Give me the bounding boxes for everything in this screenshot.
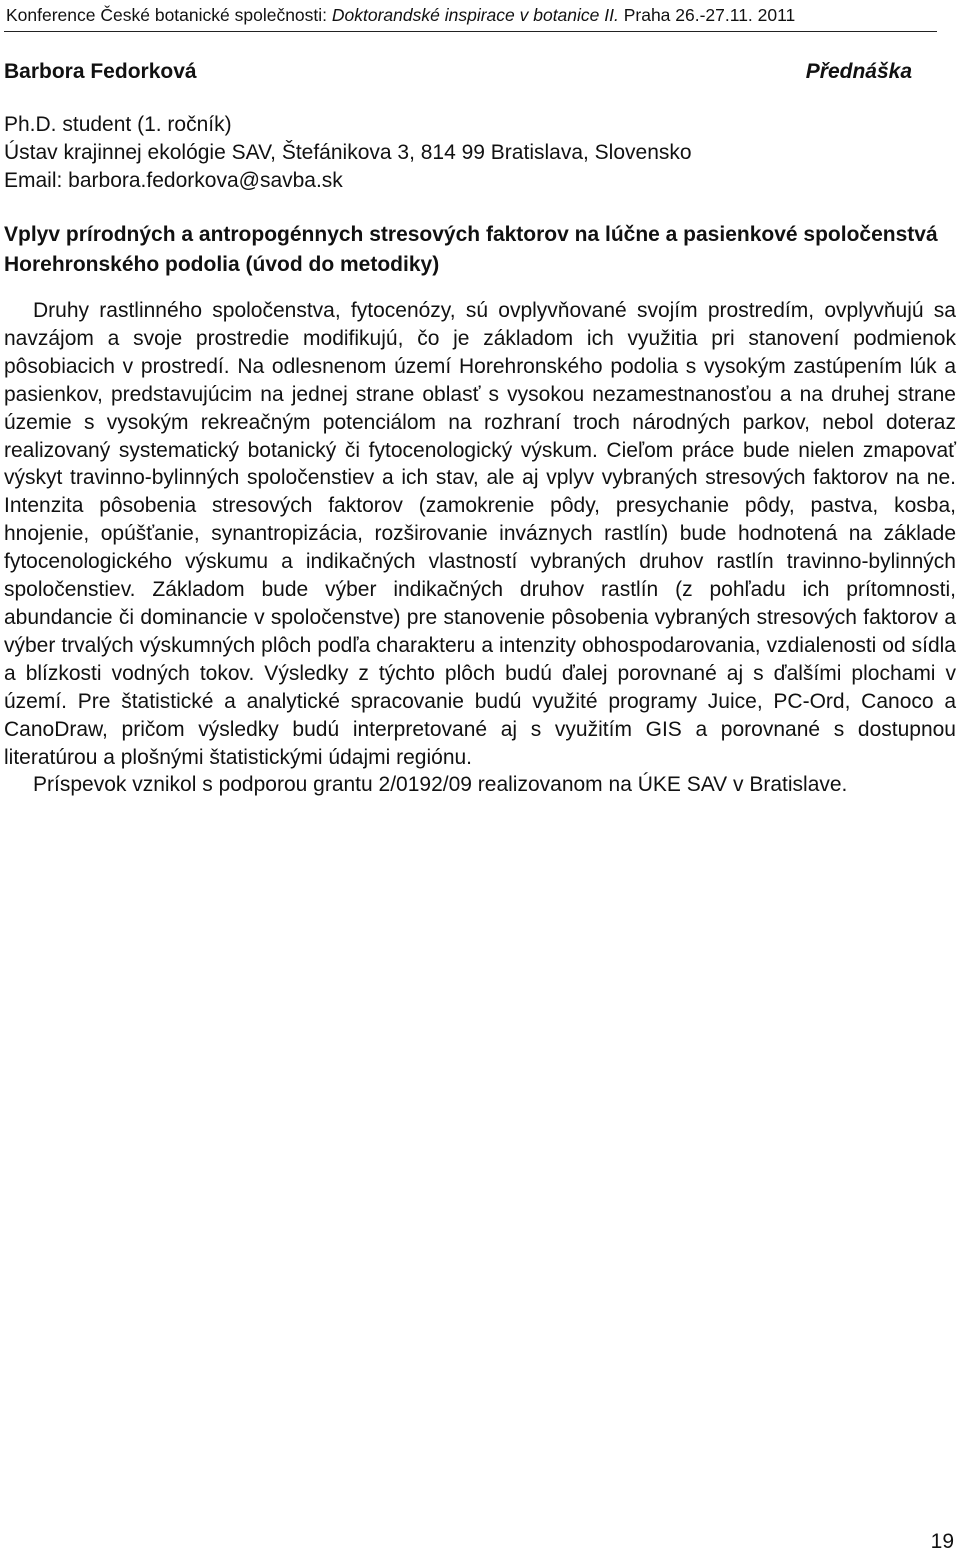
header-divider <box>4 31 937 32</box>
affiliation-institute: Ústav krajinnej ekológie SAV, Štefánikova 3, 814 99 Bratislava, Slovensko <box>4 141 692 164</box>
abstract-paragraph-2: Príspevok vznikol s podporou grantu 2/0192/09 realizovanom na ÚKE SAV v Bratislave. <box>33 773 848 797</box>
header-prefix: Konference České botanické společnosti: <box>6 5 332 25</box>
header-event-title: Doktorandské inspirace v botanice II. <box>331 5 619 25</box>
abstract-body <box>4 297 956 799</box>
affiliation-position: Ph.D. student (1. ročník) <box>4 113 232 136</box>
page-number: 19 <box>930 1530 954 1553</box>
author-name: Barbora Fedorková <box>4 60 197 83</box>
affiliation-block <box>4 111 692 195</box>
conference-header <box>6 4 946 26</box>
presentation-type: Přednáška <box>805 60 912 83</box>
header-suffix: Praha 26.-27.11. 2011 <box>618 5 796 25</box>
affiliation-email: Email: barbora.fedorkova@savba.sk <box>4 169 343 192</box>
abstract-title: Vplyv prírodných a antropogénnych stresových faktorov na lúčne a pasienkové spoločenstvá Horehronského podolia (úvod do metodiky) <box>4 223 938 276</box>
abstract-paragraph-1: Druhy rastlinného spoločenstva, fytocenózy, sú ovplyvňované svojím prostredím, ovplyvňujú sa navzájom a svoje prostredie modifikujú, čo je základom ich využitia pri stanovení podmienok pôsobiacich v prostredí. Na odlesnenom území Horehronského podolia s vysokým zastúpením lúk a pasienkov, predstavujúcim na jednej strane oblasť s vysokou nezamestnanosťou a na druhej strane územie s vysokým rekreačným potenciálom na rozhraní troch národných parkov, nebol doteraz realizovaný systematický botanický či fytocenologický výskum. Cieľom práce bude nielen zmapovať výskyt travinno-bylinných spoločenstiev a ich stav, ale aj vplyv vybraných stresových faktorov na ne. Intenzita pôsobenia stresových faktorov (zamokrenie pôdy, presychanie pôdy, pastva, kosba, hnojenie, opúšťanie, synantropizácia, rozširovanie inváznych rastlín) bude hodnotená na základe fytocenologického výskumu a indikačných vlastností vybraných druhov rastlín travinno-bylinných spoločenstiev. Základom bude výber indikačných druhov rastlín (z pohľadu ich prítomnosti, abundancie či dominancie v spoločenstve) pre stanovenie pôsobenia vybraných stresových faktorov a výber trvalých výskumných plôch podľa charakteru a intenzity obhospodarovania, vzdialenosti od sídla a blízkosti vodných tokov. Výsledky z týchto plôch budú ďalej porovnané aj s ďalšími plochami v území. Pre štatistické a analytické spracovanie budú využité programy Juice, PC-Ord, Canoco a CanoDraw, pričom výsledky budú interpretované aj s využitím GIS a porovnané s dostupnou literatúrou a plošnými štatistickými údajmi regiónu. <box>4 299 956 769</box>
